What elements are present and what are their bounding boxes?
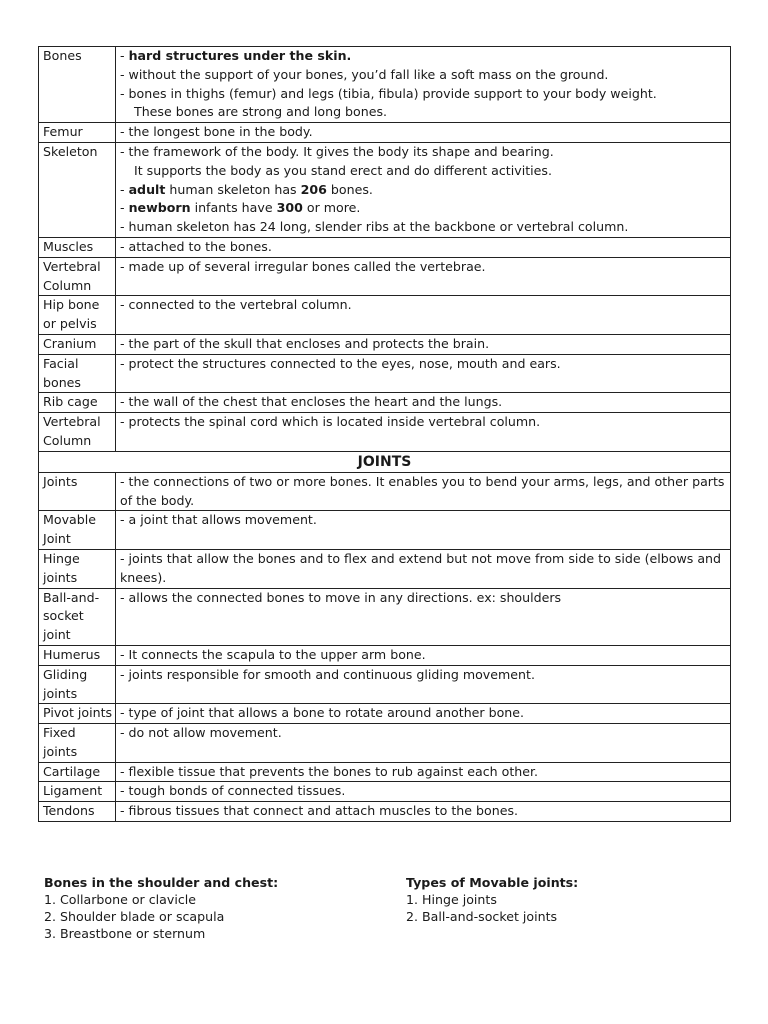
term-cell: Ligament: [39, 782, 116, 802]
text-segment: - tough bonds of connected tissues.: [120, 783, 346, 799]
table-row: [39, 142, 731, 237]
list-item: 1. Collarbone or clavicle: [44, 892, 196, 907]
term-cell: Gliding joints: [39, 665, 116, 704]
movable-joints-list: [406, 874, 726, 925]
definition-line: [120, 162, 726, 181]
definition-line: [120, 258, 726, 277]
definition-line: [120, 511, 726, 530]
term-cell: Ball-and-socket joint: [39, 588, 116, 645]
table-row: [39, 413, 731, 452]
definition-cell: [116, 665, 731, 704]
term-cell: Vertebral Column: [39, 413, 116, 452]
definition-line: [120, 393, 726, 412]
definition-cell: [116, 802, 731, 822]
definition-cell: [116, 142, 731, 237]
definition-cell: [116, 237, 731, 257]
text-segment: -: [120, 181, 129, 197]
definition-line: [120, 589, 726, 608]
definition-cell: [116, 762, 731, 782]
definition-line: [120, 85, 726, 104]
definition-line: [120, 724, 726, 743]
definition-cell: [116, 123, 731, 143]
list-title: Bones in the shoulder and chest:: [44, 875, 279, 890]
table-row: [39, 334, 731, 354]
text-segment: - connected to the vertebral column.: [120, 297, 352, 313]
definition-line: [120, 335, 726, 354]
section-title: JOINTS: [39, 451, 731, 472]
text-segment: - protect the structures connected to the eyes, nose, mouth and ears.: [120, 355, 561, 371]
table-row: [39, 724, 731, 763]
term-cell: Hinge joints: [39, 549, 116, 588]
shoulder-chest-list: [44, 874, 384, 942]
term-cell: Joints: [39, 472, 116, 511]
definition-cell: [116, 334, 731, 354]
term-cell: Fixed joints: [39, 724, 116, 763]
text-segment: - joints that allow the bones and to flex and extend but not move from side to side (elbows and knees).: [120, 550, 722, 585]
definition-line: [120, 66, 726, 85]
definition-cell: [116, 47, 731, 123]
table-row: [39, 472, 731, 511]
definition-line: [120, 763, 726, 782]
definition-line: [120, 296, 726, 315]
text-segment: These bones are strong and long bones.: [134, 104, 388, 120]
text-segment: infants have: [190, 200, 277, 216]
text-segment: - the part of the skull that encloses and protects the brain.: [120, 335, 490, 351]
list-item: 2. Shoulder blade or scapula: [44, 909, 225, 924]
list-item: 2. Ball-and-socket joints: [406, 909, 558, 924]
definition-line: [120, 704, 726, 723]
table-row: [39, 665, 731, 704]
list-item: 3. Breastbone or sternum: [44, 926, 206, 941]
term-cell: Tendons: [39, 802, 116, 822]
term-cell: Skeleton: [39, 142, 116, 237]
definition-line: [120, 143, 726, 162]
definition-cell: [116, 296, 731, 335]
term-cell: Muscles: [39, 237, 116, 257]
text-segment: - flexible tissue that prevents the bones to rub against each other.: [120, 763, 539, 779]
table-row: [39, 704, 731, 724]
definition-line: [120, 473, 726, 511]
definition-cell: [116, 782, 731, 802]
definition-cell: [116, 393, 731, 413]
table-row: [39, 588, 731, 645]
table-row: [39, 782, 731, 802]
text-segment: bones.: [326, 181, 373, 197]
list-title: Types of Movable joints:: [406, 875, 579, 890]
definition-cell: [116, 354, 731, 393]
bold-text: 300: [276, 200, 303, 216]
definition-cell: [116, 704, 731, 724]
table-row: [39, 762, 731, 782]
term-cell: Cartilage: [39, 762, 116, 782]
definition-line: [120, 123, 726, 142]
definition-line: [120, 181, 726, 200]
text-segment: - the framework of the body. It gives the body its shape and bearing.: [120, 143, 554, 159]
definition-line: [120, 355, 726, 374]
section-header-row: [39, 451, 731, 472]
definition-cell: [116, 511, 731, 550]
table-row: [39, 123, 731, 143]
definition-line: [120, 199, 726, 218]
term-cell: Bones: [39, 47, 116, 123]
text-segment: - protects the spinal cord which is located inside vertebral column.: [120, 414, 541, 430]
table-row: [39, 354, 731, 393]
table-row: [39, 257, 731, 296]
definition-cell: [116, 724, 731, 763]
bold-text: newborn: [128, 200, 191, 216]
glossary-table-body: [39, 47, 731, 822]
text-segment: - allows the connected bones to move in any directions. ex: shoulders: [120, 589, 562, 605]
definition-cell: [116, 413, 731, 452]
table-row: [39, 237, 731, 257]
glossary-table: [38, 46, 731, 822]
definition-cell: [116, 472, 731, 511]
text-segment: human skeleton has: [165, 181, 301, 197]
term-cell: Humerus: [39, 645, 116, 665]
term-cell: Cranium: [39, 334, 116, 354]
text-segment: It supports the body as you stand erect and do different activities.: [134, 162, 552, 178]
text-segment: - joints responsible for smooth and continuous gliding movement.: [120, 666, 535, 682]
definition-cell: [116, 645, 731, 665]
text-segment: - fibrous tissues that connect and attach muscles to the bones.: [120, 803, 519, 819]
term-cell: Hip bone or pelvis: [39, 296, 116, 335]
term-cell: Facial bones: [39, 354, 116, 393]
text-segment: - made up of several irregular bones called the vertebrae.: [120, 258, 486, 274]
text-segment: - do not allow movement.: [120, 725, 282, 741]
bold-text: 206: [300, 181, 327, 197]
text-segment: - the wall of the chest that encloses the heart and the lungs.: [120, 394, 503, 410]
term-cell: Pivot joints: [39, 704, 116, 724]
definition-line: [120, 550, 726, 588]
table-row: [39, 802, 731, 822]
definition-cell: [116, 549, 731, 588]
bold-text: adult: [128, 181, 166, 197]
table-row: [39, 296, 731, 335]
definition-line: [120, 802, 726, 821]
text-segment: -: [120, 48, 129, 63]
term-cell: Femur: [39, 123, 116, 143]
text-segment: - It connects the scapula to the upper arm bone.: [120, 646, 426, 662]
table-row: [39, 47, 731, 123]
text-segment: - type of joint that allows a bone to rotate around another bone.: [120, 705, 525, 721]
definition-cell: [116, 257, 731, 296]
text-segment: - bones in thighs (femur) and legs (tibia, fibula) provide support to your body weight.: [120, 85, 657, 101]
term-cell: Vertebral Column: [39, 257, 116, 296]
definition-cell: [116, 588, 731, 645]
text-segment: - attached to the bones.: [120, 238, 272, 254]
table-row: [39, 393, 731, 413]
text-segment: or more.: [302, 200, 361, 216]
table-row: [39, 645, 731, 665]
text-segment: - human skeleton has 24 long, slender ribs at the backbone or vertebral column.: [120, 219, 629, 235]
bold-text: hard structures under the skin.: [128, 48, 352, 63]
definition-line: [120, 666, 726, 685]
definition-line: [120, 646, 726, 665]
definition-line: [120, 103, 726, 122]
text-segment: - a joint that allows movement.: [120, 512, 317, 528]
definition-line: [120, 218, 726, 237]
table-row: [39, 549, 731, 588]
term-cell: Rib cage: [39, 393, 116, 413]
text-segment: - the longest bone in the body.: [120, 124, 313, 140]
text-segment: -: [120, 200, 129, 216]
definition-line: [120, 413, 726, 432]
text-segment: - the connections of two or more bones. It enables you to bend your arms, legs, and other parts of the body.: [120, 473, 725, 508]
definition-line: [120, 238, 726, 257]
text-segment: - without the support of your bones, you’d fall like a soft mass on the ground.: [120, 66, 609, 82]
term-cell: Movable Joint: [39, 511, 116, 550]
definition-line: [120, 47, 726, 66]
list-item: 1. Hinge joints: [406, 892, 497, 907]
table-row: [39, 511, 731, 550]
definition-line: [120, 782, 726, 801]
